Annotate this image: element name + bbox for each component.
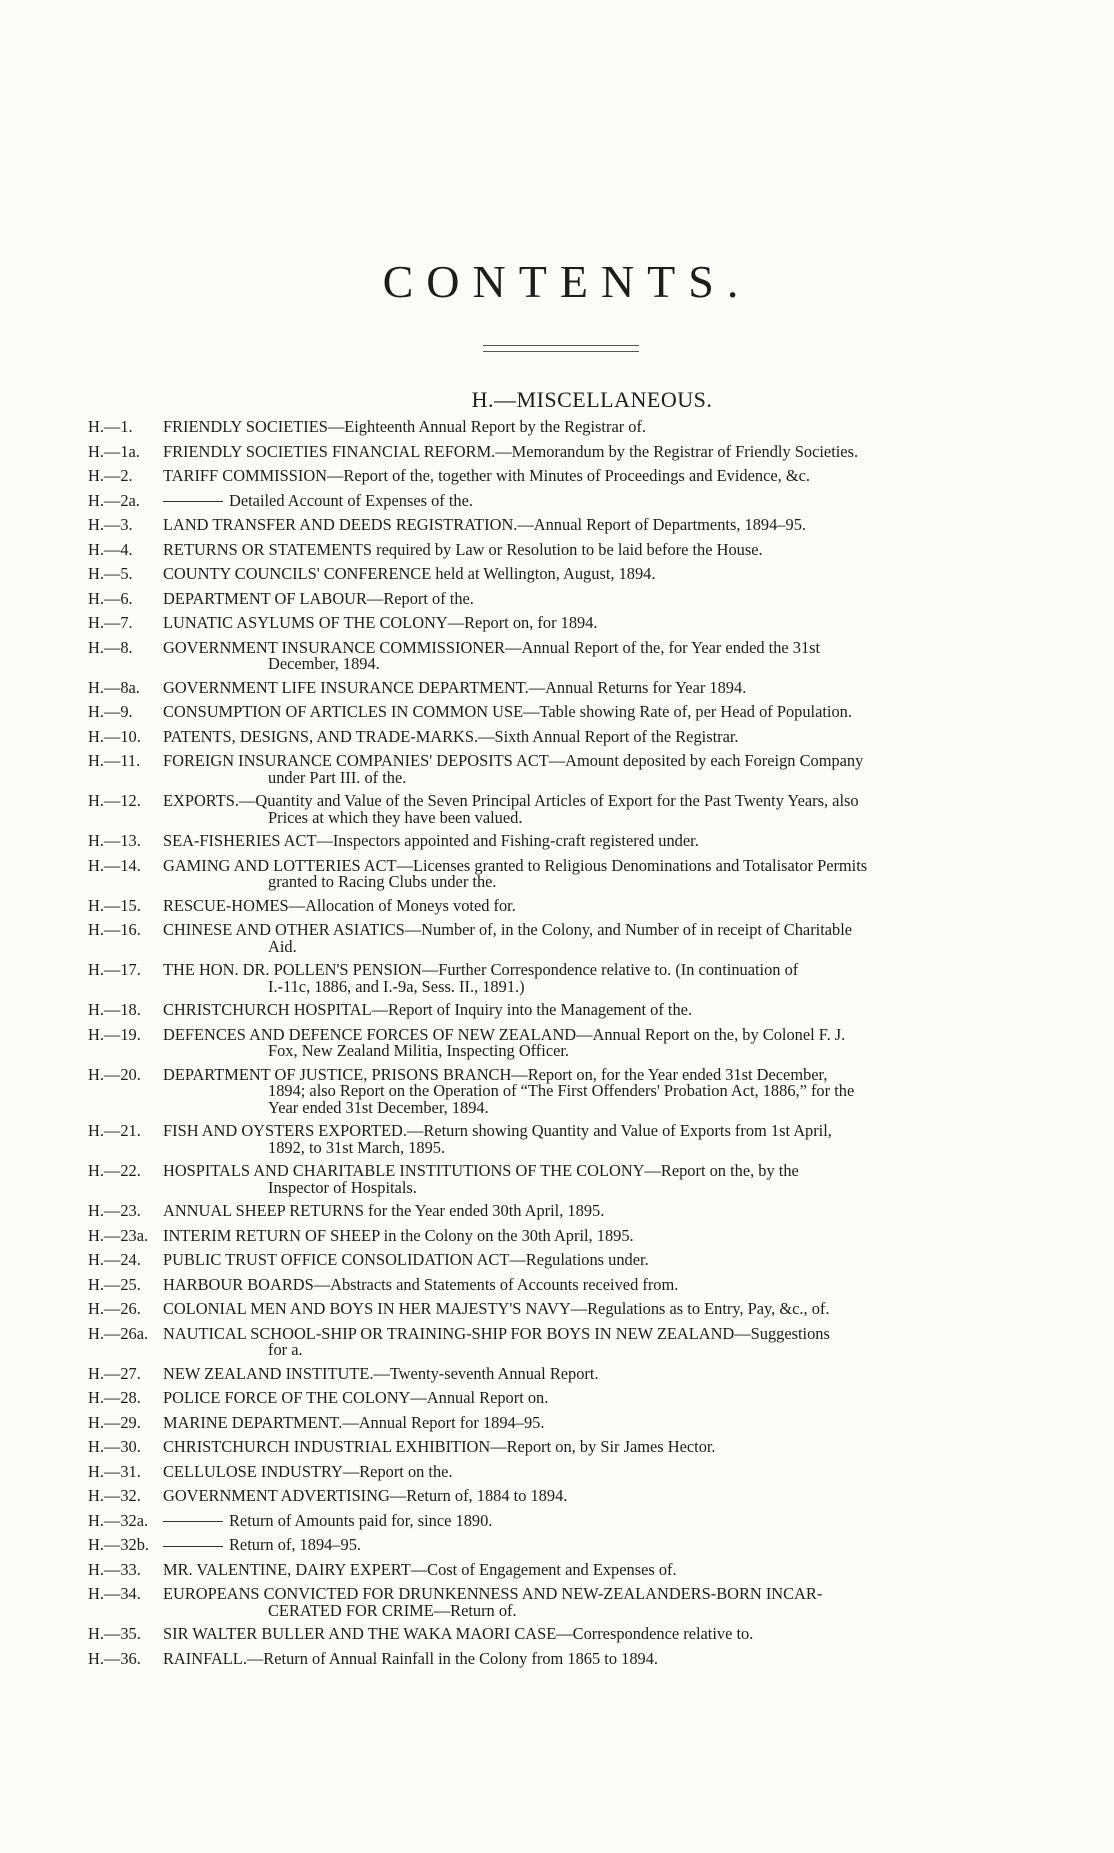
entry-continuation: Aid. [268, 936, 297, 956]
page-title: CONTENTS. [382, 256, 752, 307]
entry-description [163, 1024, 1048, 1060]
entry-description [163, 1163, 1048, 1196]
entry-description [163, 753, 1048, 786]
entry-description [163, 1123, 1048, 1156]
entry-description [163, 793, 1048, 826]
entry-description [163, 1363, 1048, 1383]
entry-code: H.—26a. [88, 1323, 149, 1343]
contents-entry [88, 1323, 1048, 1359]
entry-description [163, 566, 1048, 583]
entry-code: H.—3. [88, 515, 133, 534]
entry-continuation: Inspector of Hospitals. [268, 1177, 417, 1197]
entry-text: RETURNS OR STATEMENTS required by Law or Resolution to be laid before the House. [163, 539, 763, 559]
contents-entry [88, 539, 1048, 559]
contents-entry [88, 1412, 1048, 1432]
entry-code: H.—17. [88, 960, 141, 979]
contents-list [88, 419, 1048, 1675]
entry-code: H.—5. [88, 564, 133, 583]
contents-entry [88, 588, 1048, 608]
entry-text: Return of, 1894–95. [229, 1535, 362, 1554]
entry-code: H.—24. [88, 1250, 141, 1269]
entry-code: H.—33. [88, 1559, 141, 1579]
entry-text: DEPARTMENT OF JUSTICE, PRISONS BRANCH—Report on, for the Year ended 31st December, [163, 1064, 828, 1084]
entry-code: H.—19. [88, 1024, 141, 1044]
contents-entry [88, 1537, 1048, 1554]
entry-text: INTERIM RETURN OF SHEEP in the Colony on the 30th April, 1895. [163, 1225, 634, 1245]
entry-text: EUROPEANS CONVICTED FOR DRUNKENNESS AND NEW-ZEALANDERS-BORN INCAR- [163, 1584, 823, 1603]
entry-code: H.—26. [88, 1299, 141, 1318]
entry-continuation: December, 1894. [268, 654, 380, 673]
entry-text: EXPORTS.—Quantity and Value of the Seven Principal Articles of Export for the Past Twenty Years, also [163, 791, 859, 810]
contents-entry [88, 704, 1048, 721]
contents-entry [88, 1252, 1048, 1269]
entry-description [163, 1510, 1048, 1530]
entry-text: THE HON. DR. POLLEN'S PENSION—Further Correspondence relative to. (In continuation of [163, 960, 799, 979]
contents-entry [88, 1064, 1048, 1117]
entry-code: H.—8. [88, 637, 133, 657]
entry-code: H.—13. [88, 831, 141, 850]
entry-code: H.—21. [88, 1121, 141, 1140]
contents-entry [88, 441, 1048, 461]
entry-text: CONSUMPTION OF ARTICLES IN COMMON USE—Table showing Rate of, per Head of Population. [163, 702, 852, 721]
entry-code: H.—15. [88, 895, 141, 915]
contents-entry [88, 833, 1048, 850]
entry-description [163, 637, 1048, 673]
contents-entry [88, 1439, 1048, 1456]
entry-description [163, 855, 1048, 891]
entry-description [163, 1301, 1048, 1318]
entry-code: H.—12. [88, 791, 141, 810]
entry-description [163, 1559, 1048, 1579]
entry-text: Return of Amounts paid for, since 1890. [229, 1510, 493, 1530]
entry-code: H.—32. [88, 1486, 141, 1505]
entry-description [163, 1412, 1048, 1432]
entry-description [163, 1390, 1048, 1407]
entry-code: H.—23. [88, 1201, 141, 1220]
entry-text: CHRISTCHURCH HOSPITAL—Report of Inquiry into the Management of the. [163, 1000, 693, 1019]
contents-entry [88, 922, 1048, 955]
entry-continuation: 1894; also Report on the Operation of “The First Offenders' Probation Act, 1886,” for the [268, 1081, 855, 1100]
entry-text: CHINESE AND OTHER ASIATICS—Number of, in the Colony, and Number of in receipt of Charitable [163, 920, 853, 939]
entry-text: HARBOUR BOARDS—Abstracts and Statements of Accounts received from. [163, 1274, 679, 1294]
entry-text: GOVERNMENT INSURANCE COMMISSIONER—Annual Report of the, for Year ended the 31st [163, 637, 821, 657]
entry-code: H.—29. [88, 1412, 141, 1432]
contents-entry [88, 637, 1048, 673]
entry-description [163, 962, 1048, 995]
entry-description [163, 1439, 1048, 1456]
entry-code: H.—8a. [88, 677, 140, 697]
entry-text: GAMING AND LOTTERIES ACT—Licenses granted to Religious Denominations and Totalisator Permits [163, 855, 868, 875]
entry-code: H.—35. [88, 1624, 141, 1643]
entry-text: ANNUAL SHEEP RETURNS for the Year ended 30th April, 1895. [163, 1201, 605, 1220]
ditto-dash [163, 1521, 223, 1522]
entry-text: CHRISTCHURCH INDUSTRIAL EXHIBITION—Report on, by Sir James Hector. [163, 1437, 716, 1456]
entry-continuation: 1892, to 31st March, 1895. [268, 1137, 446, 1157]
entry-text: MR. VALENTINE, DAIRY EXPERT—Cost of Engagement and Expenses of. [163, 1559, 677, 1579]
contents-entry [88, 566, 1048, 583]
entry-text: PUBLIC TRUST OFFICE CONSOLIDATION ACT—Regulations under. [163, 1250, 649, 1269]
entry-code: H.—6. [88, 588, 133, 608]
entry-code: H.—16. [88, 920, 141, 939]
entry-code: H.—9. [88, 702, 133, 721]
entry-description [163, 615, 1048, 632]
entry-continuation: CERATED FOR CRIME—Return of. [268, 1600, 517, 1620]
entry-code: H.—30. [88, 1437, 141, 1456]
entry-description [163, 1461, 1048, 1481]
entry-text: GOVERNMENT ADVERTISING—Return of, 1884 to 1894. [163, 1486, 568, 1505]
contents-entry [88, 1461, 1048, 1481]
entry-description [163, 517, 1048, 534]
entry-description [163, 1064, 1048, 1117]
entry-description [163, 419, 1048, 436]
entry-description [163, 1586, 1048, 1619]
entry-code: H.—31. [88, 1461, 141, 1481]
entry-text: Detailed Account of Expenses of the. [229, 490, 473, 510]
entry-description [163, 1323, 1048, 1359]
entry-description [163, 677, 1048, 697]
entry-description [163, 704, 1048, 721]
entry-description [163, 1648, 1048, 1668]
entry-text: SIR WALTER BULLER AND THE WAKA MAORI CASE—Correspondence relative to. [163, 1624, 754, 1643]
entry-code: H.—11. [88, 751, 141, 770]
entry-text: SEA-FISHERIES ACT—Inspectors appointed and Fishing-craft registered under. [163, 831, 699, 850]
entry-description [163, 468, 1048, 485]
entry-text: FOREIGN INSURANCE COMPANIES' DEPOSITS ACT—Amount deposited by each Foreign Company [163, 751, 864, 770]
contents-entry [88, 1024, 1048, 1060]
entry-code: H.—22. [88, 1161, 141, 1180]
entry-text: FRIENDLY SOCIETIES—Eighteenth Annual Report by the Registrar of. [163, 417, 647, 436]
contents-entry [88, 1002, 1048, 1019]
entry-continuation: for a. [268, 1340, 303, 1359]
contents-entry [88, 1225, 1048, 1245]
entry-description [163, 833, 1048, 850]
entry-description [163, 726, 1048, 746]
contents-entry [88, 1123, 1048, 1156]
entry-text: FISH AND OYSTERS EXPORTED.—Return showing Quantity and Value of Exports from 1st April, [163, 1121, 832, 1140]
entry-text: MARINE DEPARTMENT.—Annual Report for 1894–95. [163, 1412, 545, 1432]
contents-entry [88, 1363, 1048, 1383]
entry-text: COUNTY COUNCILS' CONFERENCE held at Wellington, August, 1894. [163, 564, 656, 583]
entry-continuation: I.-11c, 1886, and I.-9a, Sess. II., 1891.) [268, 976, 525, 996]
entry-description [163, 1203, 1048, 1220]
entry-description [163, 539, 1048, 559]
contents-entry [88, 1559, 1048, 1579]
entry-code: H.—34. [88, 1584, 141, 1603]
entry-text: PATENTS, DESIGNS, AND TRADE-MARKS.—Sixth Annual Report of the Registrar. [163, 726, 739, 746]
contents-entry [88, 753, 1048, 786]
entry-code: H.—1. [88, 417, 133, 436]
entry-text: NAUTICAL SCHOOL-SHIP OR TRAINING-SHIP FOR BOYS IN NEW ZEALAND—Suggestions [163, 1323, 830, 1343]
entry-text: DEPARTMENT OF LABOUR—Report of the. [163, 588, 474, 608]
ditto-dash [163, 501, 223, 502]
contents-entry [88, 615, 1048, 632]
entry-text: RESCUE-HOMES—Allocation of Moneys voted for. [163, 895, 516, 915]
entry-code: H.—32b. [88, 1535, 150, 1554]
entry-code: H.—25. [88, 1274, 141, 1294]
entry-continuation: Fox, New Zealand Militia, Inspecting Officer. [268, 1041, 570, 1060]
entry-description [163, 1626, 1048, 1643]
section-heading: H.—MISCELLANEOUS. [471, 387, 713, 412]
contents-entry [88, 793, 1048, 826]
entry-code: H.—27. [88, 1363, 141, 1383]
contents-entry [88, 677, 1048, 697]
contents-entry [88, 1390, 1048, 1407]
contents-entry [88, 468, 1048, 485]
ditto-dash [163, 1546, 223, 1547]
entry-text: POLICE FORCE OF THE COLONY—Annual Report on. [163, 1388, 549, 1407]
contents-entry [88, 1274, 1048, 1294]
contents-entry [88, 1163, 1048, 1196]
entry-continuation: Year ended 31st December, 1894. [268, 1097, 489, 1117]
entry-description [163, 1252, 1048, 1269]
entry-description [163, 1225, 1048, 1245]
entry-text: NEW ZEALAND INSTITUTE.—Twenty-seventh Annual Report. [163, 1363, 599, 1383]
entry-text: HOSPITALS AND CHARITABLE INSTITUTIONS OF THE COLONY—Report on the, by the [163, 1161, 799, 1180]
entry-continuation: Prices at which they have been valued. [268, 807, 523, 827]
contents-entry [88, 419, 1048, 436]
entry-description [163, 1002, 1048, 1019]
contents-entry [88, 1510, 1048, 1530]
entry-code: H.—14. [88, 855, 141, 875]
entry-code: H.—2. [88, 466, 133, 485]
contents-entry [88, 895, 1048, 915]
contents-entry [88, 1648, 1048, 1668]
entry-text: LAND TRANSFER AND DEEDS REGISTRATION.—Annual Report of Departments, 1894–95. [163, 515, 806, 534]
contents-entry [88, 1586, 1048, 1619]
entry-description [163, 895, 1048, 915]
entry-description [163, 922, 1048, 955]
entry-code: H.—23a. [88, 1225, 149, 1245]
contents-entry [88, 962, 1048, 995]
entry-code: H.—36. [88, 1648, 141, 1668]
entry-text: LUNATIC ASYLUMS OF THE COLONY—Report on, for 1894. [163, 613, 598, 632]
title-rule [483, 345, 639, 352]
entry-code: H.—28. [88, 1388, 141, 1407]
entry-text: RAINFALL.—Return of Annual Rainfall in the Colony from 1865 to 1894. [163, 1648, 659, 1668]
entry-description [163, 490, 1048, 510]
entry-code: H.—2a. [88, 490, 140, 510]
entry-text: FRIENDLY SOCIETIES FINANCIAL REFORM.—Memorandum by the Registrar of Friendly Societies. [163, 441, 859, 461]
entry-text: COLONIAL MEN AND BOYS IN HER MAJESTY'S NAVY—Regulations as to Entry, Pay, &c., of. [163, 1299, 830, 1318]
entry-description [163, 1537, 1048, 1554]
entry-code: H.—7. [88, 613, 133, 632]
entry-text: TARIFF COMMISSION—Report of the, together with Minutes of Proceedings and Evidence, &c. [163, 466, 810, 485]
entry-continuation: granted to Racing Clubs under the. [268, 872, 497, 891]
entry-code: H.—1a. [88, 441, 140, 461]
entry-description [163, 441, 1048, 461]
entry-code: H.—4. [88, 539, 133, 559]
contents-entry [88, 726, 1048, 746]
entry-code: H.—10. [88, 726, 141, 746]
contents-entry [88, 517, 1048, 534]
contents-entry [88, 1626, 1048, 1643]
entry-code: H.—20. [88, 1064, 141, 1084]
entry-description [163, 1488, 1048, 1505]
entry-code: H.—32a. [88, 1510, 149, 1530]
contents-entry [88, 1488, 1048, 1505]
contents-entry [88, 1301, 1048, 1318]
contents-entry [88, 490, 1048, 510]
entry-continuation: under Part III. of the. [268, 767, 407, 787]
contents-entry [88, 855, 1048, 891]
contents-entry [88, 1203, 1048, 1220]
entry-code: H.—18. [88, 1000, 141, 1019]
entry-text: GOVERNMENT LIFE INSURANCE DEPARTMENT.—Annual Returns for Year 1894. [163, 677, 747, 697]
entry-description [163, 1274, 1048, 1294]
entry-text: CELLULOSE INDUSTRY—Report on the. [163, 1461, 453, 1481]
entry-description [163, 588, 1048, 608]
entry-text: DEFENCES AND DEFENCE FORCES OF NEW ZEALAND—Annual Report on the, by Colonel F. J. [163, 1024, 846, 1044]
